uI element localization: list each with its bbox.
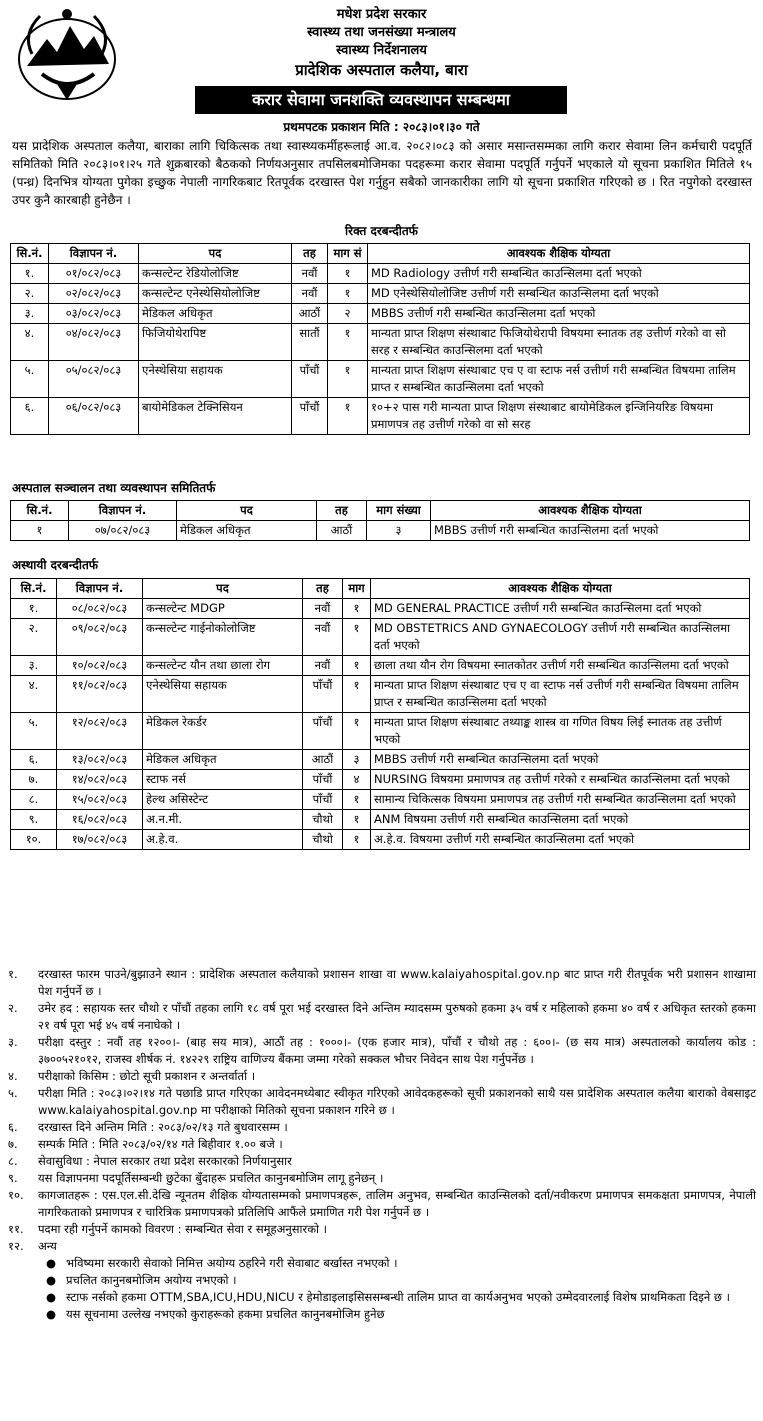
- table-row: [11, 599, 750, 619]
- list-item: [8, 1136, 756, 1153]
- section1-cell: १: [328, 324, 368, 361]
- section1-cell: ३.: [11, 304, 49, 324]
- section1-header-cell: सि.नं.: [11, 244, 49, 264]
- note-number: ८.: [8, 1154, 18, 1168]
- section1-cell: ०३/०८२/०८३: [49, 304, 139, 324]
- section3-cell: नवौं: [303, 619, 343, 656]
- section1-cell: ४.: [11, 324, 49, 361]
- section1-header-cell: माग सं: [328, 244, 368, 264]
- section3-cell: १३/०८२/०८३: [57, 750, 143, 770]
- note-text: दरखास्त दिने अन्तिम मिति : २०८३/०२/१३ गते बुधवारसम्म ।: [38, 1120, 288, 1134]
- list-item: [8, 1153, 756, 1170]
- note-number: ४.: [8, 1069, 18, 1083]
- table-row: [11, 656, 750, 676]
- note-number: ७.: [8, 1137, 18, 1151]
- section3-cell: १: [343, 619, 371, 656]
- bullet-text: प्रचलित कानुनबमोजिम अयोग्य नभएको ।: [66, 1273, 237, 1287]
- section2-cell: आठौं: [317, 521, 367, 541]
- section3-title: अस्थायी दरबन्दीतर्फ: [12, 558, 99, 572]
- section2-header-cell: पद: [177, 501, 317, 521]
- section1-table: [10, 243, 750, 435]
- section1-header-cell: विज्ञापन नं.: [49, 244, 139, 264]
- section1-cell: १: [328, 398, 368, 435]
- section3-cell: ०८/०८२/०८३: [57, 599, 143, 619]
- section2-title: अस्पताल सञ्चालन तथा व्यवस्थापन समितितर्फ: [12, 481, 216, 495]
- note-number: ३.: [8, 1035, 18, 1049]
- section3-cell: ९.: [11, 810, 57, 830]
- section3-cell: पाँचौं: [303, 790, 343, 810]
- list-item: [8, 1238, 756, 1255]
- section3-cell: एनेस्थेसिया सहायक: [143, 676, 303, 713]
- section3-cell: १.: [11, 599, 57, 619]
- list-item: [8, 1255, 756, 1272]
- section3-cell: मान्यता प्राप्त शिक्षण संस्थाबाट तथ्याङ्क शास्त्र वा गणित विषय लिई स्नातक तह उत्तीर्ण भएको: [371, 713, 750, 750]
- section1-cell: ०२/०८२/०८३: [49, 284, 139, 304]
- section2-cell: ०७/०८२/०८३: [69, 521, 177, 541]
- section3-cell: ४.: [11, 676, 57, 713]
- table-row: [11, 361, 750, 398]
- section3-cell: १५/०८२/०८३: [57, 790, 143, 810]
- section1-header-cell: आवश्यक शैक्षिक योग्यता: [368, 244, 750, 264]
- section3-cell: १४/०८२/०८३: [57, 770, 143, 790]
- note-text: परीक्षाको किसिम : छोटो सूची प्रकाशन र अन्तर्वार्ता ।: [38, 1069, 256, 1083]
- section3-cell: १: [343, 656, 371, 676]
- list-item: [8, 1034, 756, 1068]
- list-item: [8, 1221, 756, 1238]
- list-item: [8, 1119, 756, 1136]
- section3-header-cell: आवश्यक शैक्षिक योग्यता: [371, 579, 750, 599]
- section3-cell: कन्सल्टेन्ट गाईनोकोलोजिष्ट: [143, 619, 303, 656]
- note-text: कागजातहरू : एस.एल.सी.देखि न्यूनतम शैक्षिक योग्यतासम्मको प्रमाणपत्रहरू, तालिम अनुभव, सम्बन्धित काउन्सिलको दर्ता/नवीकरण प्रमाणपत्र समकक्षता प्रमाणपत्र, नेपाली नागरिकताको प्रमाणपत्र र चारित्रिक प्रमाणपत्रको प्रतिलिपि आफैंले प्रमाणित गरी पेश गर्नुपर्ने छ ।: [38, 1188, 756, 1219]
- table-row: [11, 284, 750, 304]
- note-number: १२.: [8, 1239, 24, 1253]
- section1-title: रिक्त दरबन्दीतर्फ: [345, 224, 418, 238]
- section1-cell: ०६/०८२/०८३: [49, 398, 139, 435]
- section3-header-cell: विज्ञापन नं.: [57, 579, 143, 599]
- section1-cell: ०४/०८२/०८३: [49, 324, 139, 361]
- section1-cell: ६.: [11, 398, 49, 435]
- header-line-2: स्वास्थ्य तथा जनसंख्या मन्त्रालय: [307, 25, 456, 40]
- section2-header-cell: विज्ञापन नं.: [69, 501, 177, 521]
- section3-header-cell: तह: [303, 579, 343, 599]
- section1-cell: ०५/०८२/०८३: [49, 361, 139, 398]
- section1-cell: मान्यता प्राप्त शिक्षण संस्थाबाट फिजियोथेरापी विषयमा स्नातक तह उत्तीर्ण गरेको वा सो सरह र सम्बन्धित काउन्सिलमा दर्ता भएको: [368, 324, 750, 361]
- section1-cell: एनेस्थेसिया सहायक: [139, 361, 292, 398]
- header-line-3: स्वास्थ्य निर्देशनालय: [336, 43, 427, 58]
- section3-cell: नवौं: [303, 599, 343, 619]
- section3-cell: पाँचौं: [303, 676, 343, 713]
- table-row: [11, 324, 750, 361]
- section3-cell: ६.: [11, 750, 57, 770]
- bullet-icon: ●: [46, 1273, 57, 1287]
- section2-cell: १: [11, 521, 69, 541]
- notes-list: [8, 966, 756, 1323]
- section1-cell: ०१/०८२/०८३: [49, 264, 139, 284]
- section3-cell: ४: [343, 770, 371, 790]
- section3-cell: १२/०८२/०८३: [57, 713, 143, 750]
- section3-cell: चौथो: [303, 810, 343, 830]
- section1-cell: MD Radiology उत्तीर्ण गरी सम्बन्धित काउन्सिलमा दर्ता भएको: [368, 264, 750, 284]
- section3-header-cell: माग: [343, 579, 371, 599]
- note-number: ९.: [8, 1171, 18, 1185]
- section3-cell: NURSING विषयमा प्रमाणपत्र तह उत्तीर्ण गरेको र सम्बन्धित काउन्सिलमा दर्ता भएको: [371, 770, 750, 790]
- section3-cell: अ.न.मी.: [143, 810, 303, 830]
- section1-cell: MD एनेस्थेसियोलोजिष्ट उत्तीर्ण गरी सम्बन्धित काउन्सिलमा दर्ता भएको: [368, 284, 750, 304]
- section3-cell: सामान्य चिकित्सक विषयमा प्रमाणपत्र तह उत्तीर्ण गरी सम्बन्धित काउन्सिलमा दर्ता भएको: [371, 790, 750, 810]
- section3-cell: ११/०८२/०८३: [57, 676, 143, 713]
- note-text: सेवासुविधा : नेपाल सरकार तथा प्रदेश सरकारको निर्णयानुसार: [38, 1154, 292, 1168]
- publication-date: प्रथमपटक प्रकाशन मिति : २०८३।०१।३० गते: [283, 120, 480, 134]
- section3-cell: अ.हे.व.: [143, 830, 303, 850]
- section1-cell: २.: [11, 284, 49, 304]
- note-text: दरखास्त फारम पाउने/बुझाउने स्थान : प्रादेशिक अस्पताल कलैयाको प्रशासन शाखा वा www.kalaiyahospital.gov.np बाट प्राप्त गरी रीतपूर्वक भरी प्रशासन शाखामा पेश गर्नुपर्ने छ ।: [38, 967, 756, 998]
- section1-header-cell: तह: [292, 244, 328, 264]
- section3-cell: पाँचौं: [303, 713, 343, 750]
- section3-cell: MBBS उत्तीर्ण गरी सम्बन्धित काउन्सिलमा दर्ता भएको: [371, 750, 750, 770]
- section1-cell: १.: [11, 264, 49, 284]
- section3-cell: १: [343, 790, 371, 810]
- section3-cell: आठौं: [303, 750, 343, 770]
- list-item: [8, 1289, 756, 1306]
- note-number: ६.: [8, 1120, 18, 1134]
- section3-cell: MD GENERAL PRACTICE उत्तीर्ण गरी सम्बन्धित काउन्सिलमा दर्ता भएको: [371, 599, 750, 619]
- section2-cell: मेडिकल अधिकृत: [177, 521, 317, 541]
- note-number: २.: [8, 1001, 18, 1015]
- section3-cell: १: [343, 599, 371, 619]
- bullet-text: यस सूचनामा उल्लेख नभएको कुराहरूको हकमा प्रचलित कानुनबमोजिम हुनेछ: [66, 1307, 385, 1321]
- section3-cell: MD OBSTETRICS AND GYNAECOLOGY उत्तीर्ण गरी सम्बन्धित काउन्सिलमा दर्ता भएको: [371, 619, 750, 656]
- section3-cell: छाला तथा यौन रोग विषयमा स्नातकोतर उत्तीर्ण गरी सम्बन्धित काउन्सिलमा दर्ता भएको: [371, 656, 750, 676]
- list-item: [8, 1272, 756, 1289]
- section1-header-cell: पद: [139, 244, 292, 264]
- section3-cell: मेडिकल अधिकृत: [143, 750, 303, 770]
- section1-cell: मेडिकल अधिकृत: [139, 304, 292, 324]
- section1-cell: ५.: [11, 361, 49, 398]
- table-row: [11, 713, 750, 750]
- section2-cell: MBBS उत्तीर्ण गरी सम्बन्धित काउन्सिलमा दर्ता भएको: [431, 521, 750, 541]
- section3-cell: स्टाफ नर्स: [143, 770, 303, 790]
- section3-cell: १: [343, 830, 371, 850]
- list-item: [8, 1306, 756, 1323]
- header-line-1: मधेश प्रदेश सरकार: [336, 7, 427, 22]
- section1-cell: कन्सल्टेन्ट रेडियोलोजिष्ट: [139, 264, 292, 284]
- section3-cell: पाँचौं: [303, 770, 343, 790]
- section3-cell: १: [343, 810, 371, 830]
- section3-cell: २.: [11, 619, 57, 656]
- section1-cell: १: [328, 361, 368, 398]
- intro-paragraph: यस प्रादेशिक अस्पताल कलैया, बाराका लागि चिकित्सक तथा स्वास्थ्यकर्मीहरूलाई आ.व. २०८२।०८३ को असार मसान्तसम्मका लागि करार सेवामा लिन कर्मचारी पदपूर्ति समितिको मिति २०८३।०१।२५ गते शुक्रबारको बैठकको निर्णयअनुसार तपसिलबमोजिमका पदहरूमा करार सेवामा पदपूर्ति गर्नुपर्ने भएकाले यो सूचना प्रकाशित मितिले १५ (पन्ध्र) दिनभित्र योग्यता पुगेका इच्छुक नेपाली नागरिकबाट रितपूर्वक दरखास्त पेश गर्नुहुन सबैको जानकारीका लागि यो सूचना प्रकाशित गरिएको छ । रित नपुगेको दरखास्त उपर कुनै कारबाही हुनेछैन ।: [12, 139, 752, 207]
- section3-table: [10, 578, 750, 850]
- note-text: परीक्षा दस्तुर : नवौं तह १२००।- (बाह सय मात्र), आठौं तह : १०००।- (एक हजार मात्र), पाँचौं र चौथो तह : ६००।- (छ सय मात्र) अस्पतालको कार्यालय कोड : ३७००५२१०१२, राजस्व शीर्षक नं. १४२२९ राष्ट्रिय वाणिज्य बैंकमा जम्मा गरेको सक्कल भौचर निवेदन साथ पेश गर्नुपर्नेछ ।: [38, 1035, 756, 1066]
- table-row: [11, 398, 750, 435]
- note-text: परीक्षा मिति : २०८३।०२।१४ गते पछाडि प्राप्त गरिएका आवेदनमध्येबाट स्वीकृत गरिएको आवेदकहरूको सूची प्रकाशनको साथै यस प्रादेशिक अस्पताल कलैया बाराको वेबसाइट www.kalaiyahospital.gov.np मा परीक्षाको मितिको सूचना प्रकाशन गरिने छ ।: [38, 1086, 756, 1117]
- section3-cell: मान्यता प्राप्त शिक्षण संस्थाबाट एच ए वा स्टाफ नर्स उत्तीर्ण गरी सम्बन्धित विषयमा तालिम प्राप्त र सम्बन्धित काउन्सिलमा दर्ता भएको: [371, 676, 750, 713]
- section3-cell: १: [343, 713, 371, 750]
- table-row: [11, 619, 750, 656]
- section1-cell: पाँचौं: [292, 361, 328, 398]
- section3-cell: ANM विषयमा उत्तीर्ण गरी सम्बन्धित काउन्सिलमा दर्ता भएको: [371, 810, 750, 830]
- note-text: उमेर हद : सहायक स्तर चौथो र पाँचौं तहका लागि १८ वर्ष पूरा भई दरखास्त दिने अन्तिम म्यादसम्म पुरुषको हकमा ३५ वर्ष र महिलाको हकमा ४० वर्ष र अधिकृत स्तरको हकमा २१ वर्ष पूरा भई ४५ वर्ष ननाघेको ।: [38, 1001, 756, 1032]
- section3-cell: १: [343, 676, 371, 713]
- section1-cell: नवौं: [292, 264, 328, 284]
- section3-header-cell: पद: [143, 579, 303, 599]
- note-text: सम्पर्क मिति : मिति २०८३/०२/१४ गते बिहीवार १.०० बजे ।: [38, 1137, 283, 1151]
- section3-cell: अ.हे.व. विषयमा उत्तीर्ण गरी सम्बन्धित काउन्सिलमा दर्ता भएको: [371, 830, 750, 850]
- section1-cell: कन्सल्टेन्ट एनेस्थेसियोलोजिष्ट: [139, 284, 292, 304]
- section3-cell: ७.: [11, 770, 57, 790]
- note-text: पदमा रही गर्नुपर्ने कामको विवरण : सम्बन्धित सेवा र समूहअनुसारको ।: [38, 1222, 328, 1236]
- section3-cell: हेल्थ असिस्टेन्ट: [143, 790, 303, 810]
- note-text: यस विज्ञापनमा पदपूर्तिसम्बन्धी छुटेका बुँदाहरू प्रचलित कानुनबमोजिम लागू हुनेछन् ।: [38, 1171, 384, 1185]
- section1-cell: १०+२ पास गरी मान्यता प्राप्त शिक्षण संस्थाबाट बायोमेडिकल इन्जिनियरिङ विषयमा प्रमाणपत्र तह उत्तीर्ण गरेको वा सो सरह: [368, 398, 750, 435]
- header-line-4: प्रादेशिक अस्पताल कलैया, बारा: [295, 61, 468, 79]
- section3-cell: ३: [343, 750, 371, 770]
- section1-cell: १: [328, 284, 368, 304]
- table-row: [11, 790, 750, 810]
- letterhead: [0, 0, 763, 112]
- section1-cell: २: [328, 304, 368, 324]
- section3-cell: नवौं: [303, 656, 343, 676]
- list-item: [8, 1000, 756, 1034]
- section1-cell: फिजियोथेरापिष्ट: [139, 324, 292, 361]
- section2-header-cell: तह: [317, 501, 367, 521]
- table-row: [11, 830, 750, 850]
- section3-cell: १०/०८२/०८३: [57, 656, 143, 676]
- list-item: [8, 1085, 756, 1119]
- section2-header-cell: सि.नं.: [11, 501, 69, 521]
- section3-cell: कन्सल्टेन्ट यौन तथा छाला रोग: [143, 656, 303, 676]
- section1-cell: आठौं: [292, 304, 328, 324]
- section1-cell: नवौं: [292, 284, 328, 304]
- note-text: अन्य: [38, 1239, 57, 1253]
- bullet-icon: ●: [46, 1307, 57, 1321]
- list-item: [8, 1068, 756, 1085]
- section3-cell: ३.: [11, 656, 57, 676]
- note-number: १०.: [8, 1188, 24, 1202]
- section3-cell: कन्सल्टेन्ट MDGP: [143, 599, 303, 619]
- section3-cell: ०९/०८२/०८३: [57, 619, 143, 656]
- section2-table: [10, 500, 750, 541]
- section3-cell: १६/०८२/०८३: [57, 810, 143, 830]
- note-number: १.: [8, 967, 18, 981]
- section3-cell: १०.: [11, 830, 57, 850]
- section1-cell: बायोमेडिकल टेक्निसियन: [139, 398, 292, 435]
- section3-cell: मेडिकल रेकर्डर: [143, 713, 303, 750]
- table-row: [11, 304, 750, 324]
- bullet-text: भविष्यमा सरकारी सेवाको निमित्त अयोग्य ठहरिने गरी सेवाबाट बर्खास्त नभएको ।: [66, 1256, 398, 1270]
- section3-cell: ५.: [11, 713, 57, 750]
- bullet-text: स्टाफ नर्सको हकमा OTTM,SBA,ICU,HDU,NICU र हेमोडाइलाइसिससम्बन्धी तालिम प्राप्त वा कार्यअनुभव भएको उम्मेदवारलाई विशेष प्राथमिकता दिइने छ ।: [66, 1290, 731, 1304]
- section2-header-cell: आवश्यक शैक्षिक योग्यता: [431, 501, 750, 521]
- note-number: ११.: [8, 1222, 24, 1236]
- list-item: [8, 966, 756, 1000]
- list-item: [8, 1187, 756, 1221]
- table-row: [11, 676, 750, 713]
- section1-cell: १: [328, 264, 368, 284]
- list-item: [8, 1170, 756, 1187]
- table-row: [11, 770, 750, 790]
- section3-cell: चौथो: [303, 830, 343, 850]
- section1-cell: पाँचौं: [292, 398, 328, 435]
- table-row: [11, 750, 750, 770]
- table-row: [11, 264, 750, 284]
- section3-header-cell: सि.नं.: [11, 579, 57, 599]
- section1-cell: मान्यता प्राप्त शिक्षण संस्थाबाट एच ए वा स्टाफ नर्स उत्तीर्ण गरी सम्बन्धित विषयमा तालिम प्राप्त र सम्बन्धित काउन्सिलमा दर्ता भएको: [368, 361, 750, 398]
- note-number: ५.: [8, 1086, 18, 1100]
- section1-cell: MBBS उत्तीर्ण गरी सम्बन्धित काउन्सिलमा दर्ता भएको: [368, 304, 750, 324]
- table-row: [11, 521, 750, 541]
- title-banner: करार सेवामा जनशक्ति व्यवस्थापन सम्बन्धमा: [195, 86, 567, 114]
- section3-cell: १७/०८२/०८३: [57, 830, 143, 850]
- table-row: [11, 810, 750, 830]
- bullet-icon: ●: [46, 1256, 57, 1270]
- bullet-icon: ●: [46, 1290, 57, 1304]
- section3-cell: ८.: [11, 790, 57, 810]
- section2-cell: ३: [367, 521, 431, 541]
- section2-header-cell: माग संख्या: [367, 501, 431, 521]
- section1-cell: सातौं: [292, 324, 328, 361]
